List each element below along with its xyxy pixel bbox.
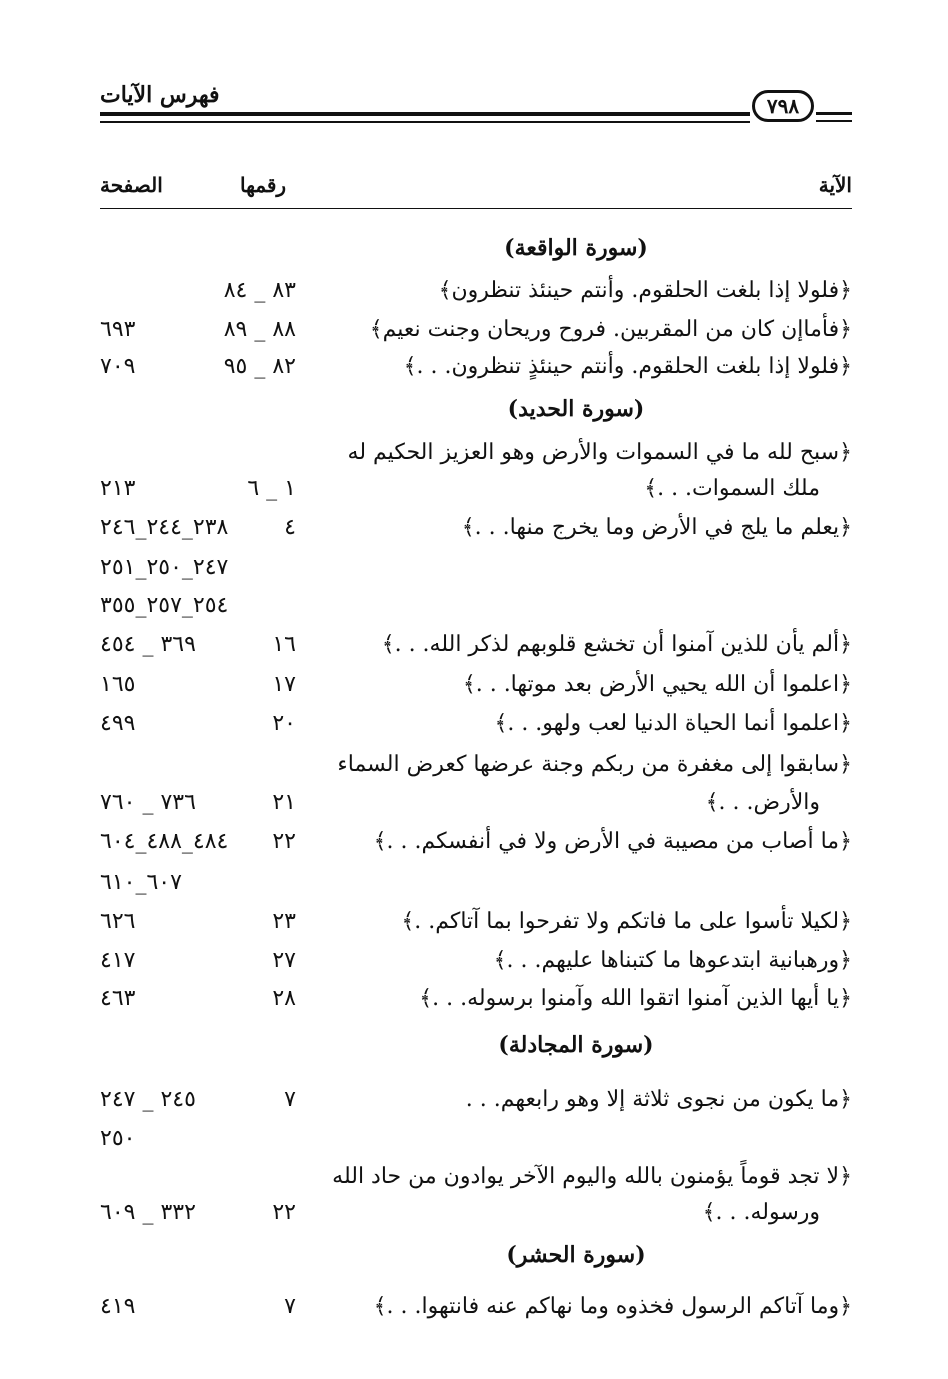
verse-text: ﴿يا أيها الذين آمنوا اتقوا الله وآمنوا برسوله. . .﴾ [419,986,852,1011]
verse-text: ﴿اعلموا أنما الحياة الدنيا لعب ولهو. . .﴾ [494,711,852,736]
page-reference: ٤٨٤_٤٨٨_٦٠٤ [100,829,229,854]
sura-heading: (سورة الحديد) [507,396,645,422]
verse-text-continued: ورسوله. . .﴾ [702,1200,820,1225]
header-rule-thin [100,121,750,123]
verse-number: ٢٢ [272,829,296,854]
verse-number: ٢٢ [272,1200,296,1225]
page-reference: ٢٣٨_٢٤٤_٢٤٦ [100,515,229,540]
page-reference: ٢٤٥ _ ٢٤٧ [100,1087,196,1112]
page-reference: ٦٠٧_٦١٠ [100,870,182,895]
verse-number: ١٦ [272,632,296,657]
verse-number: ٤ [284,515,296,540]
verse-text-continued: والأرض. . .﴾ [705,790,820,815]
verse-text: ﴿يعلم ما يلج في الأرض وما يخرج منها. . .﴾ [461,515,852,540]
page-reference: ٣٦٩ _ ٤٥٤ [100,632,196,657]
page-number: ٧٩٨ [752,90,814,122]
verse-number: ٢١ [272,790,296,815]
sura-heading: (سورة الواقعة) [504,235,648,261]
verse-number: ٢٣ [272,909,296,934]
page-reference: ٢١٣ [100,476,136,501]
page-reference: ٧٠٩ [100,354,136,379]
verse-text-continued: ملك السموات. . .﴾ [644,476,820,501]
verse-number: ٨٣ _ ٨٤ [223,278,296,303]
page-reference: ٤١٧ [100,948,136,973]
verse-text: ﴿ألم يأن للذين آمنوا أن تخشع قلوبهم لذكر الله. . .﴾ [381,632,852,657]
verse-number: ٧ [284,1294,296,1319]
verse-number: ٧ [284,1087,296,1112]
page-reference: ٤٩٩ [100,711,136,736]
verse-number: ٨٨ _ ٨٩ [223,317,296,342]
column-heading-rule [100,208,852,209]
verse-text: ﴿سابقوا إلى مغفرة من ربكم وجنة عرضها كعرض السماء [337,752,852,777]
sura-heading: (سورة المجادلة) [498,1032,654,1058]
page-reference: ٢٤٧_٢٥٠_٢٥١ [100,555,229,580]
verse-text: ﴿لكيلا تأسوا على ما فاتكم ولا تفرحوا بما آتاكم. .﴾ [401,909,852,934]
column-heading-page: الصفحة [100,173,163,197]
page-reference: ٤٦٣ [100,986,136,1011]
page-number-tail [816,112,852,115]
page-reference: ٢٥٤_٢٥٧_٣٥٥ [100,593,229,618]
page-reference: ٧٣٦ _ ٧٦٠ [100,790,196,815]
page-reference: ٢٥٠ [100,1126,136,1151]
verse-text: ﴿اعلموا أن الله يحيي الأرض بعد موتها. . .﴾ [462,672,852,697]
verse-text: ﴿ورهبانية ابتدعوها ما كتبناها عليهم. . .﴾ [493,948,852,973]
page-reference: ٦٢٦ [100,909,136,934]
verse-number: ٢٠ [272,711,296,736]
verse-text: ﴿فلولا إذا بلغت الحلقوم. وأنتم حينئذٍ تنظرون. . .﴾ [403,354,852,379]
verse-number: ١٧ [272,672,296,697]
column-heading-ayah: الآية [818,173,852,197]
verse-text: ﴿وما آتاكم الرسول فخذوه وما نهاكم عنه فانتهوا. . .﴾ [373,1294,852,1319]
verse-number: ٨٢ _ ٩٥ [223,354,296,379]
header-rule-thick [100,112,750,116]
column-heading-number: رقمها [240,173,287,197]
sura-heading: (سورة الحشر) [506,1242,646,1268]
page-reference: ٦٩٣ [100,317,136,342]
verse-text: ﴿لا تجد قوماً يؤمنون بالله واليوم الآخر يوادون من حاد الله [332,1164,852,1189]
verse-number: ١ _ ٦ [247,476,296,501]
verse-number: ٢٨ [272,986,296,1011]
page-reference: ١٦٥ [100,672,136,697]
verse-number: ٢٧ [272,948,296,973]
verse-text: ﴿فأماإن كان من المقربين. فروح وريحان وجنت نعيم﴾ [369,317,852,342]
running-header-title: فهرس الآيات [100,82,220,108]
verse-text: ﴿سبح لله ما في السموات والأرض وهو العزيز الحكيم له [347,440,852,465]
verse-text: ﴿ما أصاب من مصيبة في الأرض ولا في أنفسكم. . .﴾ [373,829,852,854]
page-reference: ٣٣٢ _ ٦٠٩ [100,1200,196,1225]
verse-text: ﴿ما يكون من نجوى ثلاثة إلا وهو رابعهم. . . [465,1087,852,1112]
page-number-tail-thin [816,120,852,122]
verse-text: ﴿فلولا إذا بلغت الحلقوم. وأنتم حينئذ تنظرون﴾ [438,278,852,303]
page-reference: ٤١٩ [100,1294,136,1319]
